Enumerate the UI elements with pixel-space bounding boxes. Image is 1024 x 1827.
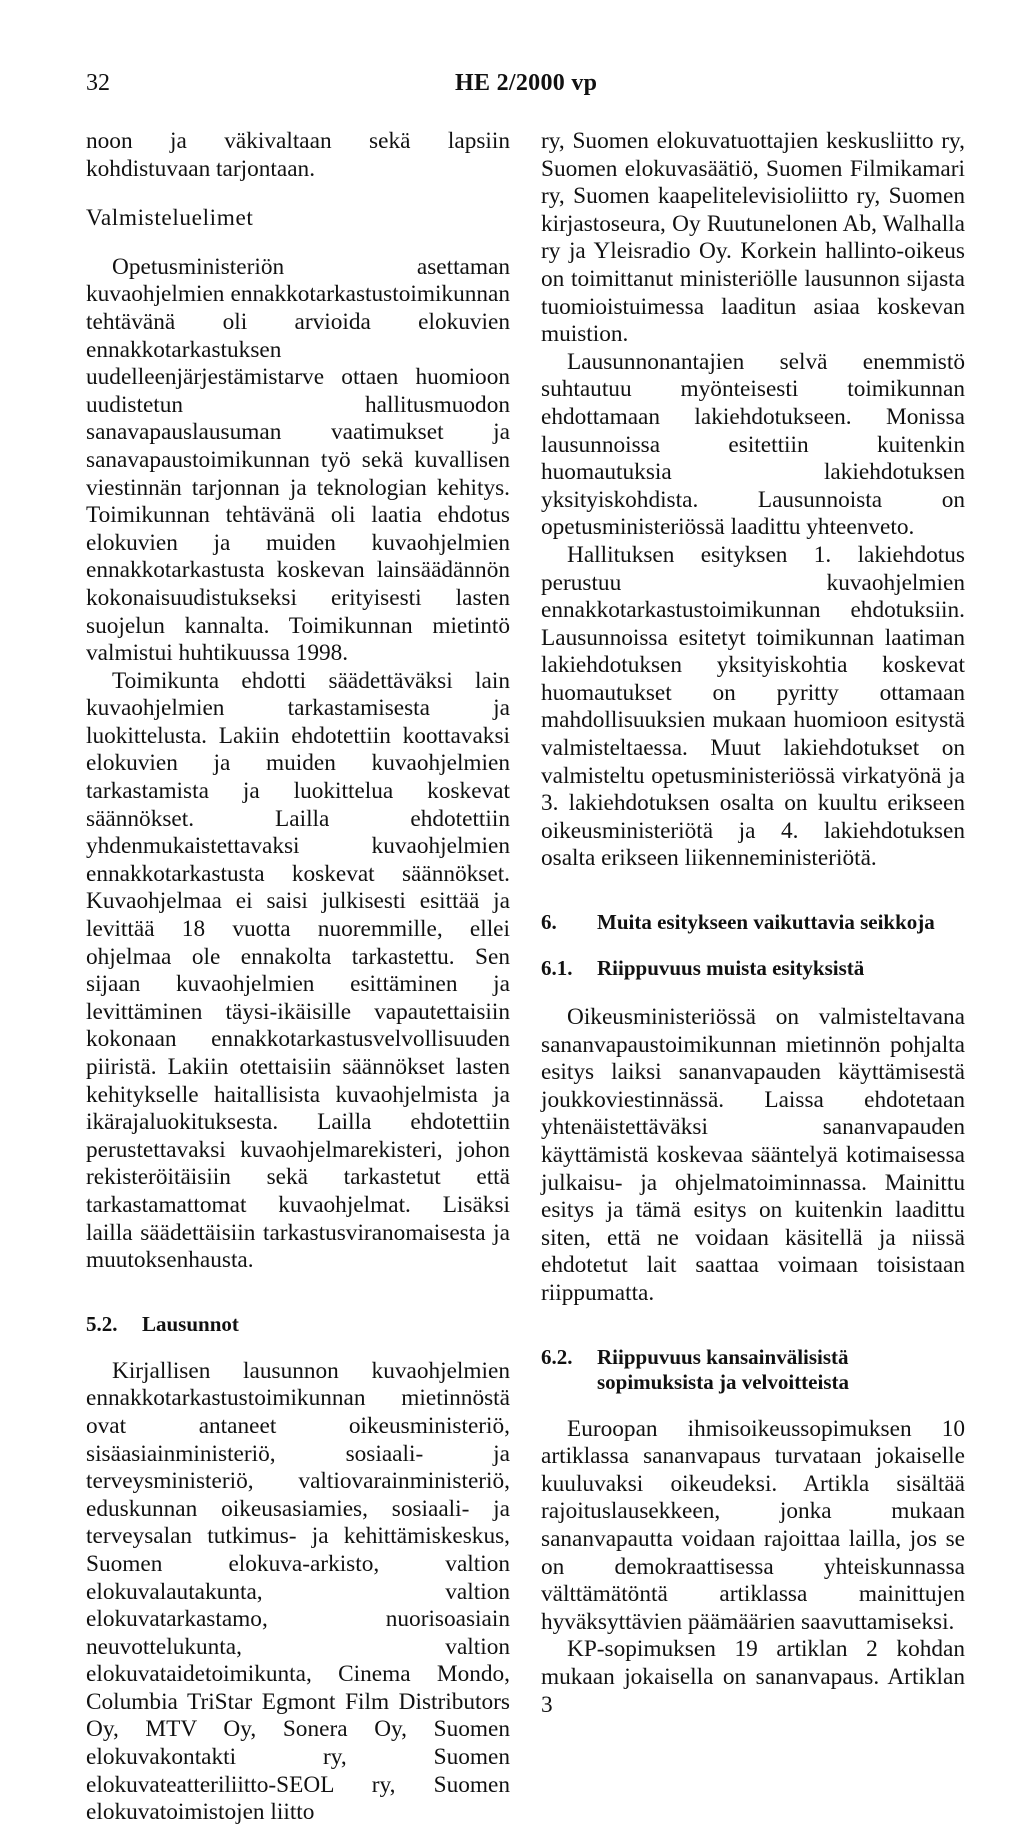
section-number: 6.2.: [541, 1344, 573, 1369]
page-header: [86, 70, 976, 110]
section-number: 6.1.: [541, 956, 573, 981]
section-number: 5.2.: [86, 1311, 118, 1336]
section-heading-6-2: [541, 1345, 965, 1395]
paragraph-iccpr: KP-sopimuksen 19 artiklan 2 kohdan mukaan jokaisella on sananvapaus. Artiklan 3: [541, 1636, 965, 1718]
paragraph-bill: Hallituksen esityksen 1. lakiehdotus perustuu kuvaohjelmien ennakkotarkastustoimikunnan ehdotuksiin. Lausunnoissa esitetyt toimikunnan laatiman lakiehdotuksen yksityiskohtia koskevat huomautukset on pyritty ottamaan mahdollisuuksien mukaan huomioon esitystä valmisteltaessa. Muut lakiehdotukset on valmisteltu opetusministeriössä virkatyönä ja 3. lakiehdotuksen osalta on kuultu erikseen oikeusministeriötä ja 4. lakiehdotuksen osalta erikseen liikenneministeriötä.: [541, 541, 965, 872]
section-number: 6.: [541, 910, 557, 935]
section-heading-6-1: [541, 956, 965, 981]
section-title: Lausunnot: [142, 1311, 239, 1336]
section-title: Muita esitykseen vaikuttavia seikkoja: [597, 910, 935, 935]
section-title: Riippuvuus kansainvälisistä sopimuksista ja velvoitteista: [597, 1344, 849, 1394]
paragraph-statements: Kirjallisen lausunnon kuvaohjelmien ennakkotarkastustoimikunnan mietinnöstä ovat antaneet oikeusministeriö, sisäasiainministeriö, sosiaali- ja terveysministeriö, valtiovarainministeriö, eduskunnan oikeusasiamies, sosiaali- ja terveysalan tutkimus- ja kehittämiskeskus, Suomen elokuva-arkisto, valtion elokuvalautakunta, valtion elokuvatarkastamo, nuorisoasiain neuvottelukunta, valtion elokuvataidetoimikunta, Cinema Mondo, Columbia TriStar Egmont Film Distributors Oy, MTV Oy, Sonera Oy, Suomen elokuvakontakti ry, Suomen elokuvateatteriliitto-SEOL ry, Suomen elokuvatoimistojen liitto: [86, 1357, 510, 1826]
paragraph-intro: noon ja väkivaltaan sekä lapsiin kohdistuvaan tarjontaan.: [86, 128, 510, 182]
paragraph-echr: Euroopan ihmisoikeussopimuksen 10 artiklassa sananvapaus turvataan jokaiselle kuuluvaksi oikeudeksi. Artikla sisältää rajoituslausekkeen, jonka mukaan sananvapautta voidaan rajoittaa lailla, jos se on demokraattisessa yhteiskunnassa välttämätöntä artiklassa mainittujen hyväksyttävien päämäärien saavuttamiseksi.: [541, 1415, 965, 1635]
running-head: HE 2/2000 vp: [455, 70, 598, 96]
section-title: Riippuvuus muista esityksistä: [597, 956, 865, 981]
paragraph-dependency: Oikeusministeriössä on valmisteltavana sananvapaustoimikunnan mietinnön pohjalta esitys laiksi sananvapauden käyttämisestä joukkoviestinnässä. Laissa ehdotetaan yhtenäistettäväksi sananvapauden käyttämistä koskevaa sääntelyä kotimaisessa julkaisu- ja ohjelmatoiminnassa. Mainittu esitys ja tämä esitys on kuitenkin laadittu siten, että ne voidaan käsitellä ja niissä ehdotetut lait saattaa voimaan toisistaan riippumatta.: [541, 1004, 965, 1306]
paragraph-majority: Lausunnonantajien selvä enemmistö suhtautuu myönteisesti toimikunnan ehdottamaan lakiehdotukseen. Monissa lausunnoissa esitettiin kuitenkin huomautuksia lakiehdotuksen yksityiskohdista. Lausunnoista on opetusministeriössä laadittu yhteenveto.: [541, 348, 965, 541]
section-heading-5-2: [86, 1312, 510, 1337]
right-column: [541, 128, 965, 1719]
paragraph-proposal: Toimikunta ehdotti säädettäväksi lain kuvaohjelmien tarkastamisesta ja luokittelusta. Lakiin ehdotettiin koottavaksi elokuvien ja muiden kuvaohjelmien tarkastamista ja luokittelua koskevat säännökset. Lailla ehdotettiin yhdenmukaistettavaksi kuvaohjelmien ennakkotarkastusta koskevat säännökset. Kuvaohjelmaa ei saisi julkisesti esittää ja levittää 18 vuotta nuoremmille, ellei ohjelmaa ole ennakolta tarkastettu. Sen sijaan kuvaohjelmien esittäminen ja levittäminen täysi-ikäisille vapautettaisiin kokonaan ennakkotarkastusvelvollisuuden piiristä. Lakiin otettaisiin säännökset lasten kehitykselle haitallisista kuvaohjelmista ja ikärajaluokituksesta. Lailla ehdotettiin perustettavaksi kuvaohjelmarekisteri, johon rekisteröitäisiin sekä tarkastetut että tarkastamattomat kuvaohjelmat. Lisäksi lailla säädettäisiin tarkastusviranomaisesta ja muutoksenhausta.: [86, 667, 510, 1274]
subheading-preparation: Valmisteluelimet: [86, 205, 254, 232]
left-column: [86, 128, 510, 1827]
paragraph-statements-continued: ry, Suomen elokuvatuottajien keskusliitto ry, Suomen elokuvasäätiö, Suomen Filmikamari ry, Suomen kaapelitelevisioliitto ry, Suomen kirjastoseura, Oy Ruutunelonen Ab, Walhalla ry ja Yleisradio Oy. Korkein hallinto-oikeus on toimittanut ministeriölle lausunnon sijasta tuomioistuimessa laaditun asiaa koskevan muistion.: [541, 128, 965, 348]
section-heading-6: [541, 910, 965, 935]
paragraph-committee: Opetusministeriön asettaman kuvaohjelmien ennakkotarkastustoimikunnan tehtävänä oli arvioida elokuvien ennakkotarkastuksen uudelleenjärjestämistarve ottaen huomioon uudistetun hallitusmuodon sanavapauslausuman vaatimukset ja sanavapaustoimikunnan työ sekä kuvallisen viestinnän tarjonnan ja teknologian kehitys. Toimikunnan tehtävänä oli laatia ehdotus elokuvien ja muiden kuvaohjelmien ennakkotarkastusta koskevan lainsäädännön kokonaisuudistukseksi erityisesti lasten suojelun kannalta. Toimikunnan mietintö valmistui huhtikuussa 1998.: [86, 253, 510, 667]
page-number: 32: [86, 70, 110, 96]
